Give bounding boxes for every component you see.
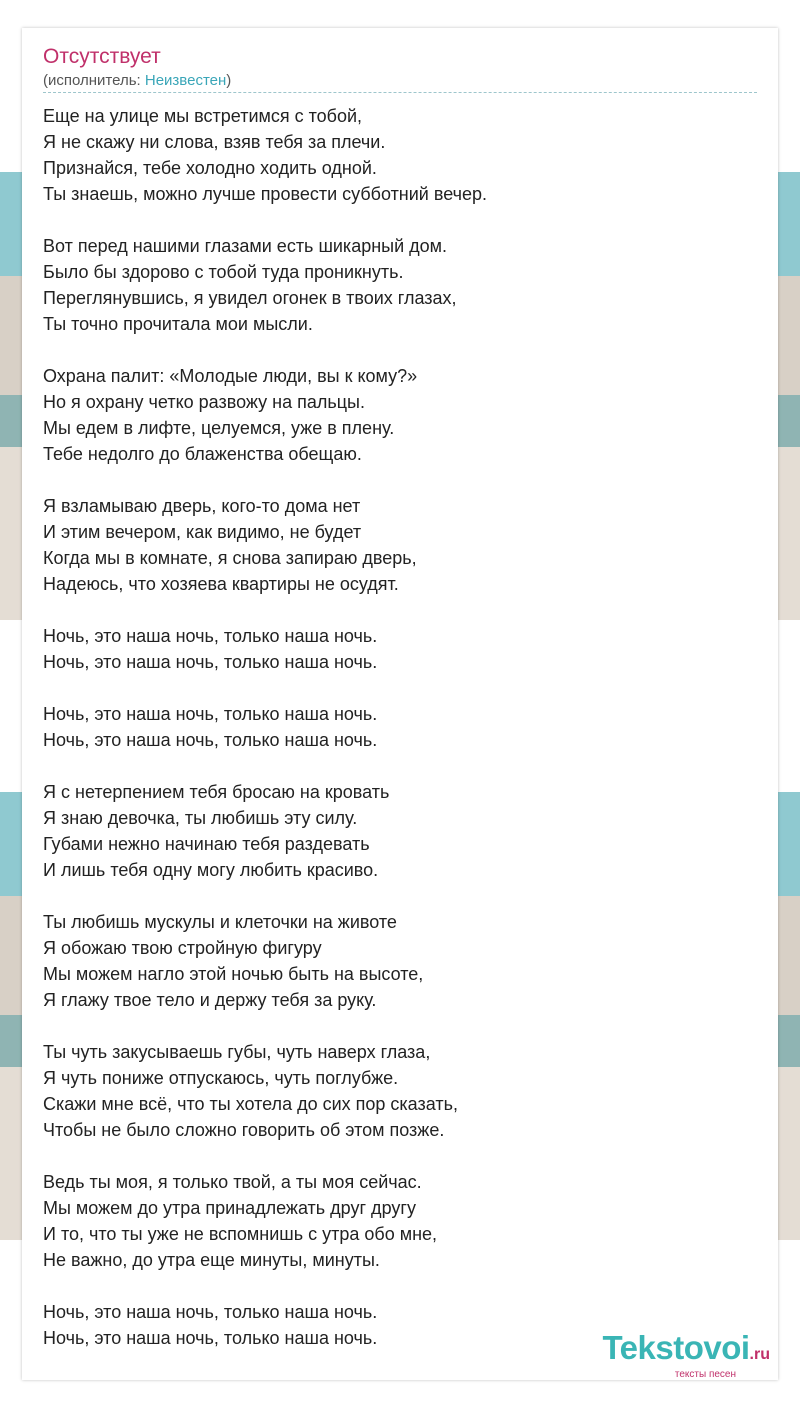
lyric-line: Я с нетерпением тебя бросаю на кровать bbox=[43, 782, 390, 802]
lyric-line: Мы едем в лифте, целуемся, уже в плену. bbox=[43, 418, 395, 438]
lyric-line: Ночь, это наша ночь, только наша ночь. bbox=[43, 1328, 378, 1348]
lyric-line: Вот перед нашими глазами есть шикарный дом. bbox=[43, 236, 448, 256]
lyric-line: Ночь, это наша ночь, только наша ночь. bbox=[43, 626, 378, 646]
lyric-line: Ты чуть закусываешь губы, чуть наверх глаза, bbox=[43, 1042, 431, 1062]
lyric-line: Я не скажу ни слова, взяв тебя за плечи. bbox=[43, 132, 386, 152]
artist-prefix: (исполнитель: bbox=[43, 72, 145, 89]
artist-link[interactable]: Неизвестен bbox=[144, 72, 227, 89]
artist-suffix: ) bbox=[226, 72, 232, 89]
lyric-line: И лишь тебя одну могу любить красиво. bbox=[43, 860, 379, 880]
lyric-line: Надеюсь, что хозяева квартиры не осудят. bbox=[43, 574, 399, 594]
stanza bbox=[43, 493, 757, 597]
stanza bbox=[43, 701, 757, 753]
lyric-line: Ты точно прочитала мои мысли. bbox=[43, 314, 313, 334]
logo-tagline: тексты песен bbox=[674, 1369, 736, 1380]
lyric-line: Ты знаешь, можно лучше провести субботний вечер. bbox=[43, 184, 488, 204]
stanza bbox=[43, 623, 757, 675]
lyric-line: Переглянувшись, я увидел огонек в твоих глазах, bbox=[43, 288, 457, 308]
lyric-line: Я обожаю твою стройную фигуру bbox=[43, 938, 322, 958]
logo-tld: .ru bbox=[749, 1346, 770, 1363]
lyric-line: Я знаю девочка, ты любишь эту силу. bbox=[43, 808, 358, 828]
stanza bbox=[43, 363, 757, 467]
stanza bbox=[43, 103, 757, 207]
lyric-line: Ведь ты моя, я только твой, а ты моя сейчас. bbox=[43, 1172, 422, 1192]
lyric-line: Охрана палит: «Молодые люди, вы к кому?» bbox=[43, 366, 418, 386]
lyric-line: Мы можем нагло этой ночью быть на высоте, bbox=[43, 964, 424, 984]
divider bbox=[43, 92, 757, 93]
lyric-line: Чтобы не было сложно говорить об этом позже. bbox=[43, 1120, 445, 1140]
lyric-line: Ты любишь мускулы и клеточки на животе bbox=[43, 912, 397, 932]
logo-wordmark bbox=[602, 1331, 770, 1372]
site-logo[interactable] bbox=[602, 1331, 770, 1380]
artist-line bbox=[43, 72, 231, 90]
lyric-line: Губами нежно начинаю тебя раздевать bbox=[43, 834, 370, 854]
lyric-line: Ночь, это наша ночь, только наша ночь. bbox=[43, 1302, 378, 1322]
lyric-line: Но я охрану четко развожу на пальцы. bbox=[43, 392, 365, 412]
lyric-line: Я глажу твое тело и держу тебя за руку. bbox=[43, 990, 377, 1010]
lyric-line: Ночь, это наша ночь, только наша ночь. bbox=[43, 730, 378, 750]
lyric-line: Еще на улице мы встретимся с тобой, bbox=[43, 106, 363, 126]
song-title: Отсутствует bbox=[43, 45, 161, 68]
stanza bbox=[43, 1039, 757, 1143]
lyric-line: Когда мы в комнате, я снова запираю дверь, bbox=[43, 548, 417, 568]
stanza bbox=[43, 233, 757, 337]
stanza bbox=[43, 1169, 757, 1273]
lyric-line: Признайся, тебе холодно ходить одной. bbox=[43, 158, 377, 178]
lyric-line: Ночь, это наша ночь, только наша ночь. bbox=[43, 704, 378, 724]
lyric-line: Было бы здорово с тобой туда проникнуть. bbox=[43, 262, 404, 282]
lyric-line: И этим вечером, как видимо, не будет bbox=[43, 522, 362, 542]
lyrics-card bbox=[22, 28, 778, 1380]
lyric-line: Я взламываю дверь, кого-то дома нет bbox=[43, 496, 361, 516]
lyric-line: Не важно, до утра еще минуты, минуты. bbox=[43, 1250, 380, 1270]
lyric-line: Ночь, это наша ночь, только наша ночь. bbox=[43, 652, 378, 672]
lyrics-body bbox=[43, 103, 757, 1377]
lyric-line: Я чуть пониже отпускаюсь, чуть поглубже. bbox=[43, 1068, 399, 1088]
logo-name: Tekstovoi bbox=[602, 1329, 750, 1366]
lyric-line: И то, что ты уже не вспомнишь с утра обо мне, bbox=[43, 1224, 438, 1244]
stanza bbox=[43, 779, 757, 883]
stanza bbox=[43, 909, 757, 1013]
lyric-line: Скажи мне всё, что ты хотела до сих пор сказать, bbox=[43, 1094, 458, 1114]
lyric-line: Мы можем до утра принадлежать друг другу bbox=[43, 1198, 416, 1218]
lyric-line: Тебе недолго до блаженства обещаю. bbox=[43, 444, 362, 464]
